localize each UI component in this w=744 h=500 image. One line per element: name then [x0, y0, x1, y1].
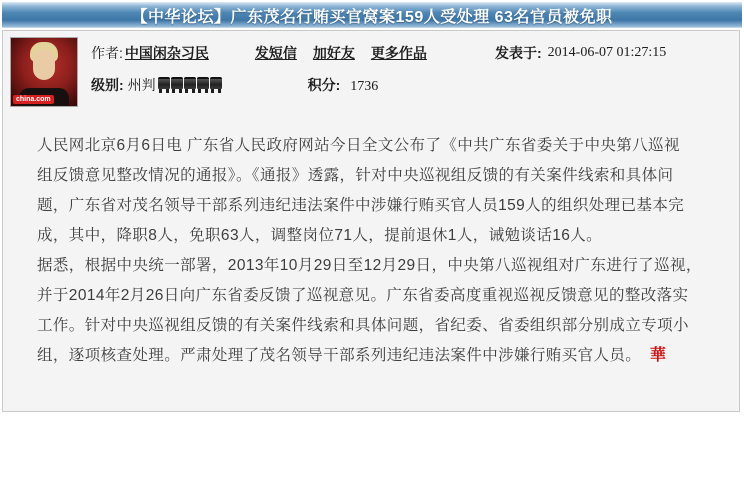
posted-time-row	[495, 43, 666, 63]
ding-badge-icon	[210, 77, 222, 89]
posted-time: 2014-06-07 01:27:15	[547, 45, 667, 60]
level-label: 级别:	[91, 77, 124, 93]
more-works-link[interactable]: 更多作品	[370, 45, 427, 61]
ding-badge-icon	[184, 77, 196, 89]
level-badges	[158, 77, 222, 93]
thread-title-bar	[2, 2, 742, 28]
article-line: 人民网北京6月6日电 广东省人民政府网站今日全文公布了《中共广东省委关于中央第八巡视	[37, 137, 680, 154]
level-value: 州判	[127, 77, 156, 93]
article-line: 据悉，根据中央统一部署，2013年10月29日至12月29日，中央第八巡视组对广东进行了巡视，	[37, 257, 702, 274]
article-line-text: 组，逐项核查处理。严肃处理了茂名领导干部系列违纪违法案件中涉嫌行贿买官人员。	[37, 347, 642, 364]
author-label: 作者:	[91, 45, 123, 61]
article-body	[37, 131, 727, 371]
points-value: 1736	[350, 79, 379, 94]
points-group	[308, 75, 379, 95]
article-line: 并于2014年2月26日向广东省委反馈了巡视意见。广东省委高度重视巡视反馈意见的整改落实	[37, 287, 689, 304]
article-line: 组反馈意见整改情况的通报》。《通报》透露，针对中央巡视组反馈的有关案件线索和具体问	[37, 167, 674, 184]
avatar-face-shape	[33, 50, 55, 80]
send-message-link[interactable]: 发短信	[254, 45, 297, 61]
ding-badge-icon	[197, 77, 209, 89]
article-last-line	[37, 341, 727, 371]
author-name-link[interactable]: 中国闲杂习民	[124, 45, 209, 61]
post-header-row-author	[91, 43, 427, 63]
posted-label: 发表于:	[495, 45, 542, 61]
article-line: 成，其中，降职8人，免职63人，调整岗位71人，提前退休1人，诫勉谈话16人。	[37, 227, 603, 244]
author-avatar[interactable]	[10, 37, 78, 107]
ding-badge-icon	[158, 77, 170, 89]
article-line: 题，广东省对茂名领导干部系列违纪违法案件中涉嫌行贿买官人员159人的组织处理已基本完	[37, 197, 685, 214]
avatar-watermark: china.com	[13, 95, 54, 104]
ding-badge-icon	[171, 77, 183, 89]
post-container	[2, 30, 740, 412]
author-action-links	[255, 43, 427, 63]
add-friend-link[interactable]: 加好友	[312, 45, 355, 61]
china-com-end-mark: 華	[649, 347, 667, 364]
thread-title: 【中华论坛】广东茂名行贿买官窝案159人受处理 63名官员被免职	[131, 8, 613, 26]
points-label: 积分:	[307, 77, 341, 93]
article-line: 工作。针对中央巡视组反馈的有关案件线索和具体问题，省纪委、省委组织部分别成立专项小	[37, 317, 689, 334]
post-header-row-level	[91, 75, 651, 95]
